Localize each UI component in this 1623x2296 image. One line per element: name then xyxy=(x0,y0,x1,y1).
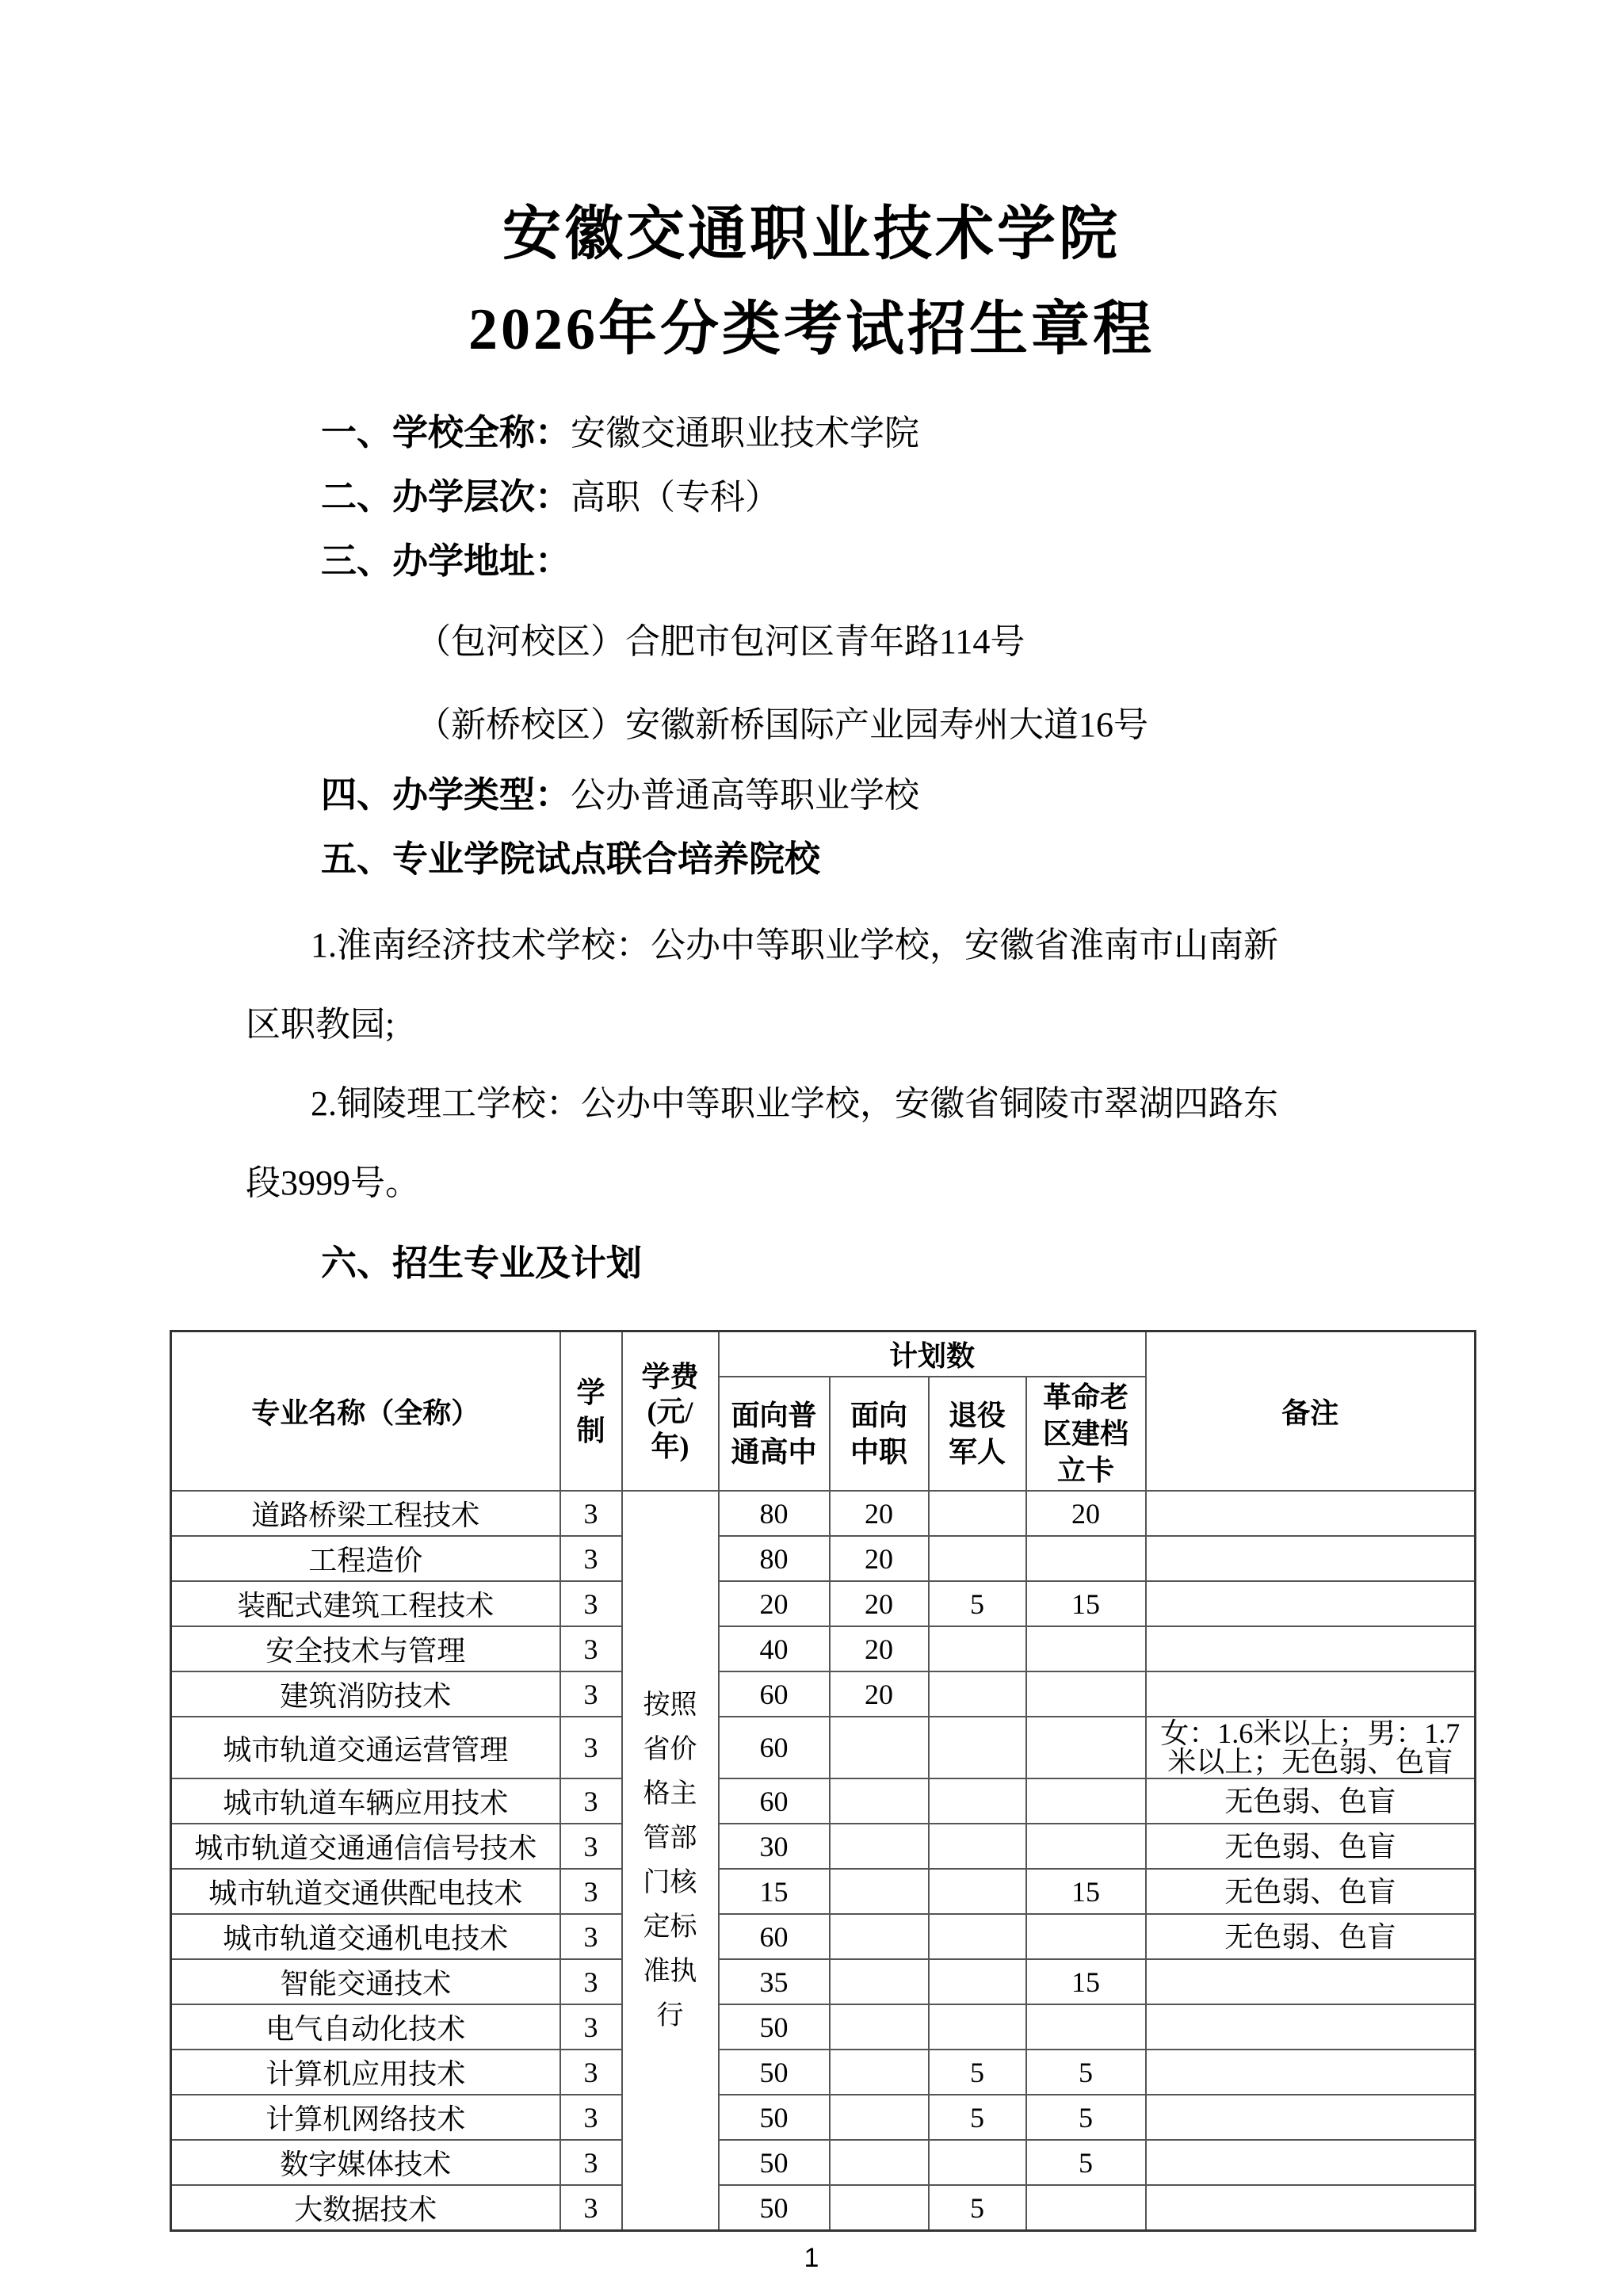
plan-veteran-cell: 5 xyxy=(929,2095,1026,2140)
plan-secondary-cell: 20 xyxy=(830,1491,929,1536)
header-tuition-line: 学费 xyxy=(641,1360,699,1392)
major-cell: 建筑消防技术 xyxy=(171,1671,560,1717)
section-value: 安徽交通职业技术学院 xyxy=(571,414,920,453)
major-cell: 大数据技术 xyxy=(171,2185,560,2231)
major-cell: 电气自动化技术 xyxy=(171,2004,560,2050)
plan-old-area-cell xyxy=(1026,1626,1146,1671)
section-heading-enrollment-plan xyxy=(321,1243,1623,1284)
section-heading-campus-address xyxy=(321,541,1623,582)
plan-secondary-cell xyxy=(830,2140,929,2185)
plan-veteran-cell xyxy=(929,2140,1026,2185)
plan-regular-cell: 50 xyxy=(719,2185,830,2231)
plan-veteran-cell xyxy=(929,1491,1026,1536)
header-plan-veteran xyxy=(929,1377,1026,1491)
table-row xyxy=(171,1626,1476,1671)
duration-cell: 3 xyxy=(560,2095,622,2140)
section-label: 六、招生专业及计划 xyxy=(321,1243,643,1283)
header-plan-secondary-text: 面向中职 xyxy=(850,1400,907,1468)
plan-secondary-cell xyxy=(830,2095,929,2140)
major-cell: 道路桥梁工程技术 xyxy=(171,1491,560,1536)
header-plan-regular xyxy=(719,1377,830,1491)
plan-old-area-cell xyxy=(1026,1536,1146,1581)
duration-cell: 3 xyxy=(560,1914,622,1959)
remark-cell xyxy=(1146,2004,1476,2050)
table-row xyxy=(171,1869,1476,1914)
plan-regular-cell: 80 xyxy=(719,1491,830,1536)
major-cell: 计算机应用技术 xyxy=(171,2050,560,2095)
section-label: 五、专业学院试点联合培养院校 xyxy=(321,839,821,879)
plan-veteran-cell xyxy=(929,2004,1026,2050)
table-row xyxy=(171,1959,1476,2004)
major-cell: 安全技术与管理 xyxy=(171,1626,560,1671)
plan-regular-cell: 60 xyxy=(719,1914,830,1959)
remark-cell xyxy=(1146,2050,1476,2095)
header-plan-old-area xyxy=(1026,1377,1146,1491)
plan-old-area-cell: 20 xyxy=(1026,1491,1146,1536)
major-cell: 计算机网络技术 xyxy=(171,2095,560,2140)
footer-page-number: 1 xyxy=(804,2243,819,2273)
header-major: 专业名称（全称） xyxy=(171,1331,560,1492)
plan-regular-cell: 60 xyxy=(719,1717,830,1778)
plan-old-area-cell: 5 xyxy=(1026,2095,1146,2140)
table-row xyxy=(171,1581,1476,1626)
remark-cell xyxy=(1146,2140,1476,2185)
duration-cell: 3 xyxy=(560,1869,622,1914)
header-tuition-line: (元/ xyxy=(647,1395,693,1427)
major-cell: 智能交通技术 xyxy=(171,1959,560,2004)
table-row xyxy=(171,1491,1476,1536)
header-plan-veteran-text: 退役军人 xyxy=(948,1400,1006,1468)
plan-old-area-cell xyxy=(1026,1717,1146,1778)
plan-veteran-cell xyxy=(929,1824,1026,1869)
plan-veteran-cell xyxy=(929,1778,1026,1824)
major-cell: 城市轨道交通运营管理 xyxy=(171,1717,560,1778)
header-plan-secondary xyxy=(830,1377,929,1491)
duration-cell: 3 xyxy=(560,1491,622,1536)
remark-cell: 无色弱、色盲 xyxy=(1146,1914,1476,1959)
major-cell: 城市轨道车辆应用技术 xyxy=(171,1778,560,1824)
remark-cell: 无色弱、色盲 xyxy=(1146,1869,1476,1914)
plan-regular-cell: 50 xyxy=(719,2050,830,2095)
duration-cell: 3 xyxy=(560,1626,622,1671)
plan-regular-cell: 35 xyxy=(719,1959,830,2004)
section-heading-school-name xyxy=(321,412,1623,454)
plan-secondary-cell xyxy=(830,2004,929,2050)
plan-regular-cell: 50 xyxy=(719,2140,830,2185)
partner-school-2-line-2: 段3999号。 xyxy=(246,1163,420,1202)
plan-regular-cell: 15 xyxy=(719,1869,830,1914)
section-heading-education-level xyxy=(321,476,1623,518)
plan-secondary-cell xyxy=(830,1824,929,1869)
remark-cell: 无色弱、色盲 xyxy=(1146,1778,1476,1824)
plan-veteran-cell xyxy=(929,1869,1026,1914)
duration-cell: 3 xyxy=(560,1581,622,1626)
plan-secondary-cell: 20 xyxy=(830,1626,929,1671)
duration-cell: 3 xyxy=(560,1536,622,1581)
plan-regular-cell: 40 xyxy=(719,1626,830,1671)
duration-cell: 3 xyxy=(560,1959,622,2004)
plan-veteran-cell: 5 xyxy=(929,1581,1026,1626)
remark-cell xyxy=(1146,1671,1476,1717)
plan-regular-cell: 60 xyxy=(719,1778,830,1824)
remark-cell xyxy=(1146,1959,1476,2004)
duration-cell: 3 xyxy=(560,1824,622,1869)
plan-old-area-cell: 15 xyxy=(1026,1869,1146,1914)
address-line-xinqiao: （新桥校区）安徽新桥国际产业园寿州大道16号 xyxy=(416,705,1148,744)
plan-veteran-cell xyxy=(929,1914,1026,1959)
major-cell: 城市轨道交通通信信号技术 xyxy=(171,1824,560,1869)
header-duration-text: 学制 xyxy=(576,1376,605,1446)
plan-veteran-cell xyxy=(929,1626,1026,1671)
header-tuition-line: 年) xyxy=(651,1430,689,1462)
plan-old-area-cell xyxy=(1026,1914,1146,1959)
table-row xyxy=(171,2004,1476,2050)
intro-sections xyxy=(0,412,1623,1284)
plan-secondary-cell xyxy=(830,2050,929,2095)
plan-table-body xyxy=(171,1491,1476,2231)
header-duration xyxy=(560,1331,622,1492)
plan-veteran-cell xyxy=(929,1717,1026,1778)
header-tuition xyxy=(622,1331,719,1492)
duration-cell: 3 xyxy=(560,2004,622,2050)
plan-secondary-cell xyxy=(830,2185,929,2231)
plan-veteran-cell xyxy=(929,1536,1026,1581)
enrollment-plan-table xyxy=(170,1330,1476,2232)
partner-school-1-line-1: 1.淮南经济技术学校：公办中等职业学校，安徽省淮南市山南新 xyxy=(311,926,1278,965)
table-row xyxy=(171,1671,1476,1717)
table-row xyxy=(171,1778,1476,1824)
remark-cell xyxy=(1146,2185,1476,2231)
major-cell: 数字媒体技术 xyxy=(171,2140,560,2185)
duration-cell: 3 xyxy=(560,2050,622,2095)
duration-cell: 3 xyxy=(560,1717,622,1778)
plan-regular-cell: 30 xyxy=(719,1824,830,1869)
remark-cell xyxy=(1146,1536,1476,1581)
plan-old-area-cell xyxy=(1026,2004,1146,2050)
plan-old-area-cell: 5 xyxy=(1026,2050,1146,2095)
remark-cell xyxy=(1146,1581,1476,1626)
header-plan-group: 计划数 xyxy=(719,1331,1146,1377)
table-header xyxy=(171,1331,1476,1492)
plan-secondary-cell: 20 xyxy=(830,1536,929,1581)
plan-veteran-cell xyxy=(929,1671,1026,1717)
duration-cell: 3 xyxy=(560,1671,622,1717)
remark-cell: 女：1.6米以上；男：1.7米以上；无色弱、色盲 xyxy=(1146,1717,1476,1778)
table-row xyxy=(171,2185,1476,2231)
header-plan-regular-text: 面向普通高中 xyxy=(731,1400,817,1468)
remark-cell xyxy=(1146,1626,1476,1671)
duration-cell: 3 xyxy=(560,2185,622,2231)
plan-secondary-cell xyxy=(830,1914,929,1959)
table-row xyxy=(171,1717,1476,1778)
remark-cell xyxy=(1146,1491,1476,1536)
major-cell: 城市轨道交通机电技术 xyxy=(171,1914,560,1959)
document-title-line-2: 2026年分类考试招生章程 xyxy=(468,297,1155,362)
major-cell: 工程造价 xyxy=(171,1536,560,1581)
table-row xyxy=(171,1824,1476,1869)
plan-secondary-cell xyxy=(830,1778,929,1824)
document-title-line-1: 安徽交通职业技术学院 xyxy=(502,202,1121,267)
major-cell: 城市轨道交通供配电技术 xyxy=(171,1869,560,1914)
tuition-note-cell xyxy=(622,1491,719,2231)
plan-secondary-cell xyxy=(830,1869,929,1914)
section-value: 高职（专科） xyxy=(571,478,781,517)
plan-old-area-cell: 15 xyxy=(1026,1581,1146,1626)
plan-veteran-cell xyxy=(929,1959,1026,2004)
table-row xyxy=(171,2140,1476,2185)
section-label: 三、办学地址： xyxy=(321,541,571,581)
plan-old-area-cell xyxy=(1026,1778,1146,1824)
section-label: 一、学校全称： xyxy=(321,412,571,453)
partner-school-1-line-2: 区职教园; xyxy=(246,1005,395,1044)
plan-regular-cell: 50 xyxy=(719,2004,830,2050)
plan-secondary-cell xyxy=(830,1717,929,1778)
duration-cell: 3 xyxy=(560,2140,622,2185)
table-row xyxy=(171,2095,1476,2140)
header-plan-old-area-text: 革命老区建档立卡 xyxy=(1042,1381,1128,1486)
plan-old-area-cell xyxy=(1026,1671,1146,1717)
tuition-note-text: 按照省价格主管部门核定标准执行 xyxy=(643,1690,697,2030)
section-heading-joint-training xyxy=(321,839,1623,880)
plan-regular-cell: 50 xyxy=(719,2095,830,2140)
plan-old-area-cell xyxy=(1026,2185,1146,2231)
section-label: 四、办学类型： xyxy=(321,774,571,815)
plan-secondary-cell: 20 xyxy=(830,1581,929,1626)
major-cell: 装配式建筑工程技术 xyxy=(171,1581,560,1626)
plan-regular-cell: 60 xyxy=(719,1671,830,1717)
header-remark: 备注 xyxy=(1146,1331,1476,1492)
remark-cell: 无色弱、色盲 xyxy=(1146,1824,1476,1869)
plan-regular-cell: 80 xyxy=(719,1536,830,1581)
plan-old-area-cell: 15 xyxy=(1026,1959,1146,2004)
partner-school-2-line-1: 2.铜陵理工学校：公办中等职业学校，安徽省铜陵市翠湖四路东 xyxy=(311,1084,1278,1123)
plan-veteran-cell: 5 xyxy=(929,2050,1026,2095)
table-row xyxy=(171,1914,1476,1959)
plan-secondary-cell: 20 xyxy=(830,1671,929,1717)
plan-veteran-cell: 5 xyxy=(929,2185,1026,2231)
remark-cell xyxy=(1146,2095,1476,2140)
table-row xyxy=(171,1536,1476,1581)
duration-cell: 3 xyxy=(560,1778,622,1824)
plan-secondary-cell xyxy=(830,1959,929,2004)
section-label: 二、办学层次： xyxy=(321,476,571,517)
table-row xyxy=(171,2050,1476,2095)
plan-old-area-cell xyxy=(1026,1824,1146,1869)
plan-old-area-cell: 5 xyxy=(1026,2140,1146,2185)
section-value: 公办普通高等职业学校 xyxy=(571,776,920,815)
address-line-baohe: （包河校区）合肥市包河区青年路114号 xyxy=(416,622,1025,661)
plan-regular-cell: 20 xyxy=(719,1581,830,1626)
section-heading-school-type xyxy=(321,774,1623,816)
